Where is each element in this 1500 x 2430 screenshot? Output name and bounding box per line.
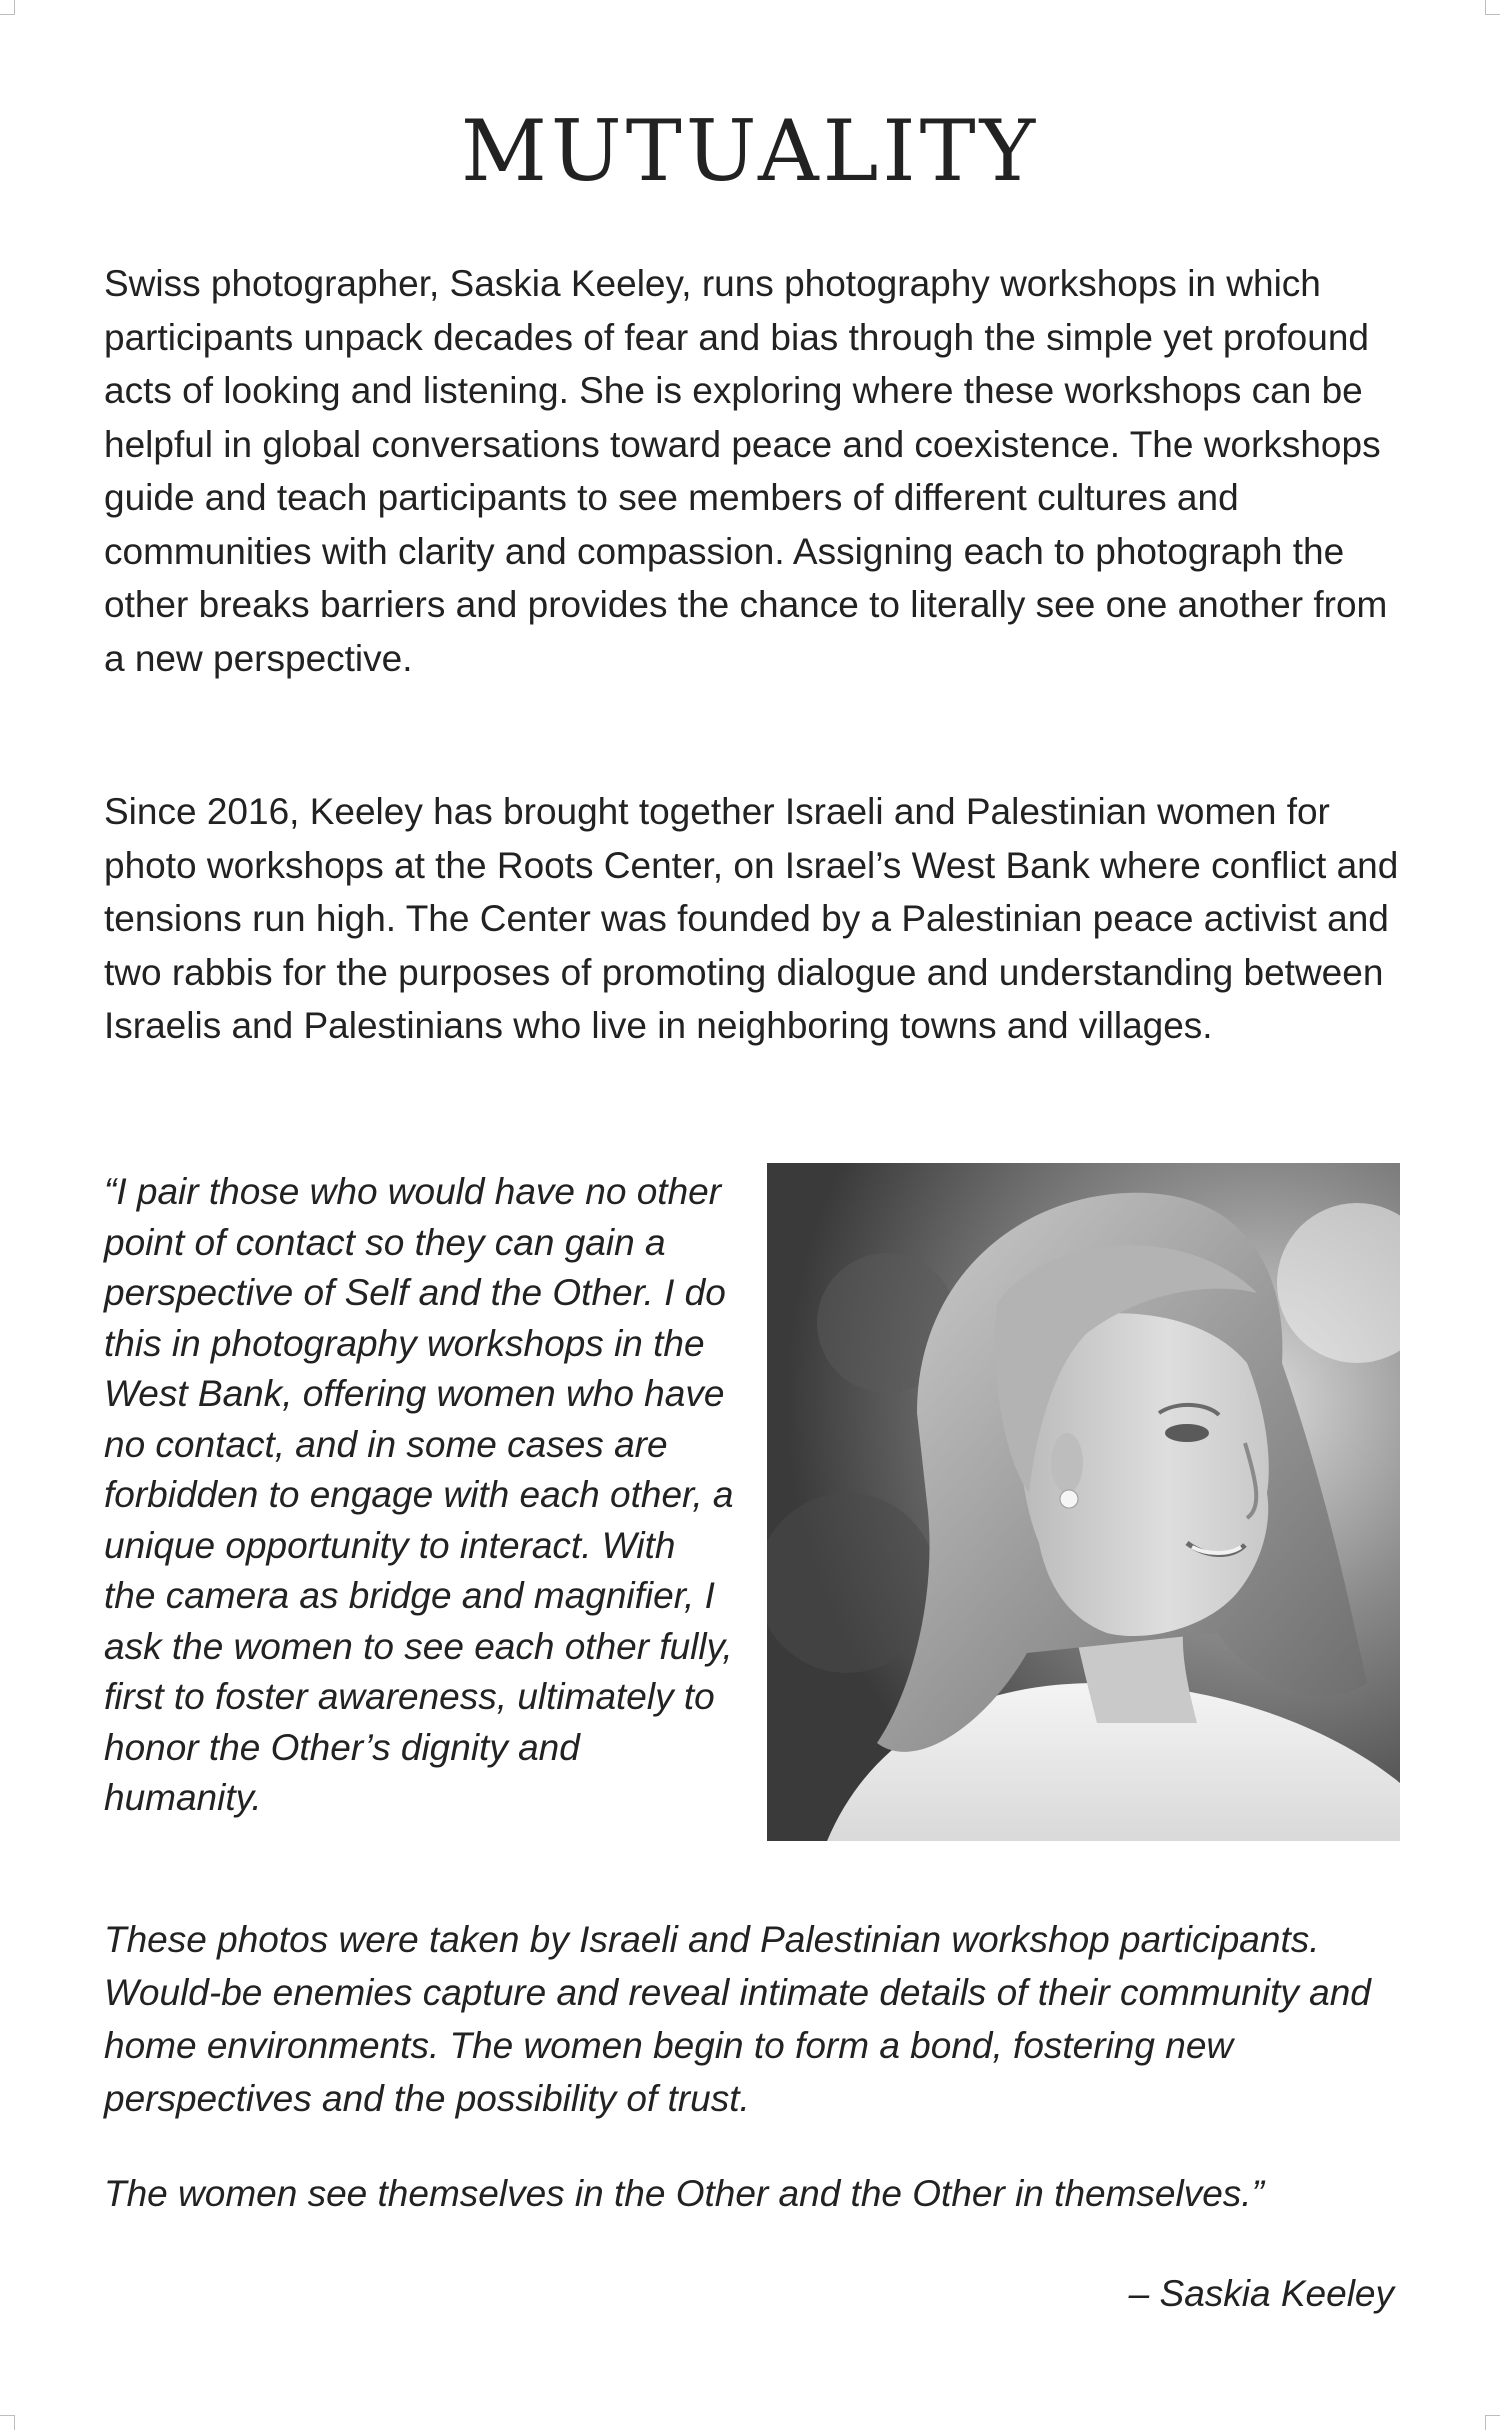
history-paragraph: Since 2016, Keeley has brought together Israeli and Palestinian women for photo workshops at the Roots Center, on Israel’s West Bank where conflict and tensions run high. The Center was founded by a Palestinian peace activist and two rabbis for the purposes of promoting dialogue and understanding between Israelis and Palestinians who live in neighboring towns and villages.	[104, 791, 1399, 1046]
closing-line: The women see themselves in the Other and the Other in themselves.”	[104, 2173, 1264, 2214]
crop-mark-bottom-left	[0, 2415, 15, 2430]
attribution: – Saskia Keeley	[1128, 2273, 1394, 2314]
closing-paragraph: These photos were taken by Israeli and Palestinian workshop participants. Would-be enemies capture and reveal intimate details of their community and home environments. The women begin to form a bond, fostering new perspectives and the possibility of trust.	[104, 1919, 1371, 2119]
portrait-photo	[767, 1163, 1400, 1841]
intro-paragraph: Swiss photographer, Saskia Keeley, runs photography workshops in which participants unpack decades of fear and bias through the simple yet profound acts of looking and listening. She is exploring where these workshops can be helpful in global conversations toward peace and coexistence. The workshops guide and teach participants to see members of different cultures and communities with clarity and compassion. Assigning each to photograph the other breaks barriers and provides the chance to literally see one another from a new perspective.	[104, 263, 1388, 679]
crop-mark-bottom-right	[1485, 2415, 1500, 2430]
quote-paragraph: “I pair those who would have no other point of contact so they can gain a perspective of Self and the Other. I do this in photography workshops in the West Bank, offering women who have no contact, and in some cases are forbidden to engage with each other, a unique opportunity to interact. With the camera as bridge and magnifier, I ask the women to see each other fully, first to foster awareness, ultimately to honor the Other’s dignity and humanity.	[104, 1171, 734, 1818]
crop-mark-top-left	[0, 0, 15, 15]
page-title: MUTUALITY	[460, 102, 1040, 200]
crop-mark-top-right	[1485, 0, 1500, 15]
